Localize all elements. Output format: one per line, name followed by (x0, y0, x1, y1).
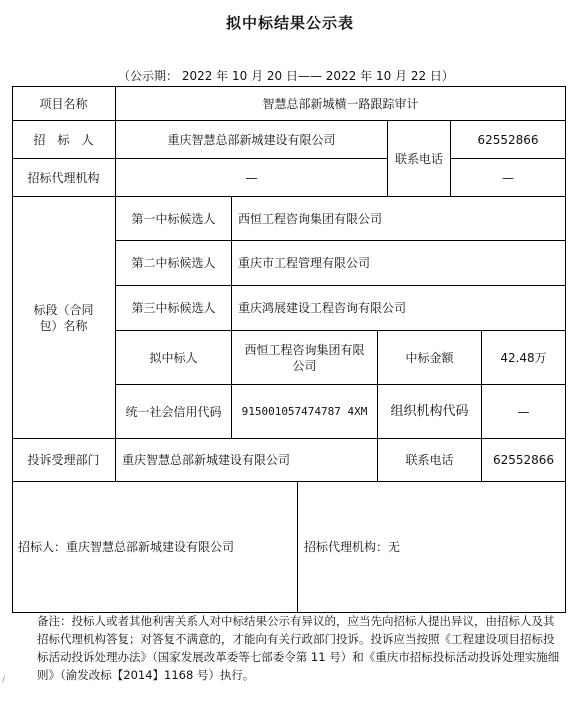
amount-value: 42.48万 (482, 331, 566, 385)
remark-note: 备注：投标人或者其他利害关系人对中标结果公示有异议的，应当先向招标人提出异议，由招标人及其招标代理机构答复；对答复不满意的，才能向有关行政部门投诉。投诉应当按照《工程建设项目招标投标活动投诉处理办法》（国家发展改革委等七部委令第 11 号）和《重庆市招标投标活动投诉处理实施细则》（渝发改标【2014】1168 号）执行。 (37, 614, 560, 682)
complaint-label: 投诉受理部门 (12, 439, 116, 482)
candidate1-label: 第一中标候选人 (116, 197, 232, 241)
credit-label: 统一社会信用代码 (116, 385, 232, 439)
orgcode-label: 组织机构代码 (378, 385, 482, 439)
page-title: 拟中标结果公示表 (225, 14, 354, 32)
credit-value: 915001057474787 4XM (232, 385, 378, 439)
winner-value: 西恒工程咨询集团有限公司 (232, 331, 378, 385)
amount-label: 中标金额 (378, 331, 482, 385)
candidate3-value: 重庆鸿展建设工程咨询有限公司 (232, 286, 566, 331)
candidate3-label: 第三中标候选人 (116, 286, 232, 331)
agent-value: — (116, 159, 388, 197)
tenderer-label: 招 标 人 (12, 121, 116, 159)
candidate2-label: 第二中标候选人 (116, 241, 232, 286)
corner-mark: / (2, 675, 6, 685)
project-value: 智慧总部新城横一路跟踪审计 (116, 87, 566, 121)
complaint-phone: 62552866 (482, 439, 566, 482)
orgcode-value: — (482, 385, 566, 439)
publicity-period: （公示期： 2022 年 10 月 20 日—— 2022 年 10 月 22 日） (118, 69, 454, 83)
tenderer-phone: 62552866 (451, 121, 566, 159)
complaint-value: 重庆智慧总部新城建设有限公司 (116, 439, 378, 482)
section-label: 标段（合同包）名称 (12, 197, 116, 439)
complaint-phone-label: 联系电话 (378, 439, 482, 482)
sign-tenderer: 招标人：重庆智慧总部新城建设有限公司 (12, 482, 298, 613)
candidate2-value: 重庆市工程管理有限公司 (232, 241, 566, 286)
sign-agent: 招标代理机构：无 (298, 482, 566, 613)
contact-phone-label: 联系电话 (388, 121, 451, 197)
agent-label: 招标代理机构 (12, 159, 116, 197)
project-label: 项目名称 (12, 87, 116, 121)
agent-phone: — (451, 159, 566, 197)
winner-label: 拟中标人 (116, 331, 232, 385)
tenderer-value: 重庆智慧总部新城建设有限公司 (116, 121, 388, 159)
candidate1-value: 西恒工程咨询集团有限公司 (232, 197, 566, 241)
